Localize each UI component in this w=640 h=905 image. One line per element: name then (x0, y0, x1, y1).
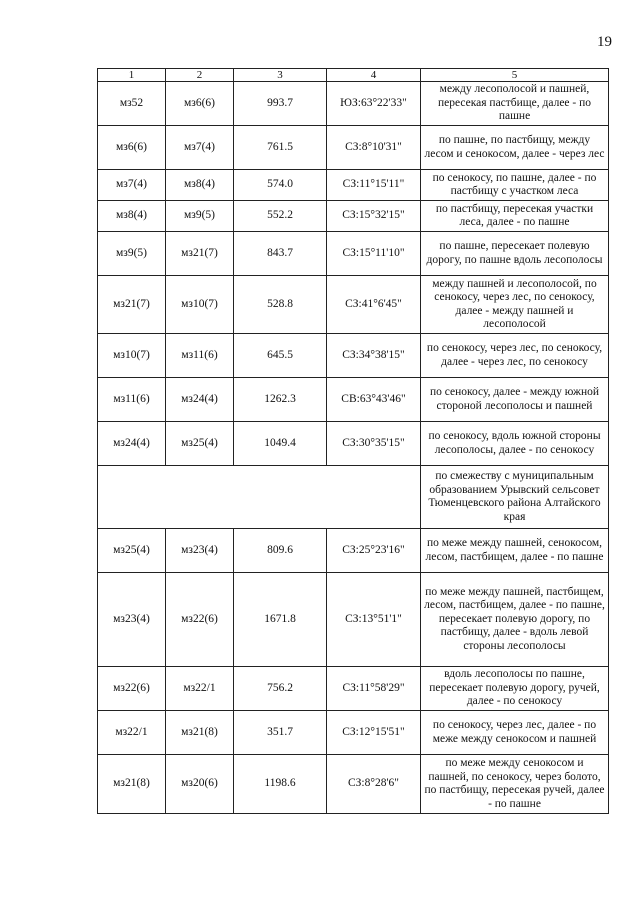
description-cell: по пашне, пересекает полевую дорогу, по пашне вдоль лесополосы (421, 232, 609, 276)
length-cell: 809.6 (234, 529, 327, 573)
bearing-cell: СЗ:13°51'1" (327, 573, 421, 667)
length-cell: 1262.3 (234, 378, 327, 422)
length-cell: 552.2 (234, 201, 327, 232)
table-row (98, 378, 609, 422)
description-cell: по меже между пашней, пастбищем, лесом, пастбищем, далее - по пашне, пересекает полевую дорогу, по пастбищу, далее - вдоль левой стороны лесополосы (421, 573, 609, 667)
point-from-cell: мз10(7) (98, 334, 166, 378)
point-to-cell: мз10(7) (166, 276, 234, 334)
point-to-cell: мз7(4) (166, 126, 234, 170)
point-from-cell: мз7(4) (98, 170, 166, 201)
table-row (98, 466, 609, 529)
length-cell: 645.5 (234, 334, 327, 378)
table-row (98, 573, 609, 667)
bearing-cell: СЗ:41°6'45" (327, 276, 421, 334)
description-cell: по сенокосу, далее - между южной стороной лесополосы и пашней (421, 378, 609, 422)
description-cell: между лесополосой и пашней, пересекая пастбище, далее - по пашне (421, 82, 609, 126)
point-to-cell: мз23(4) (166, 529, 234, 573)
length-cell: 843.7 (234, 232, 327, 276)
point-from-cell: мз21(7) (98, 276, 166, 334)
bearing-cell: СЗ:30°35'15" (327, 422, 421, 466)
bearing-cell: СЗ:12°15'51" (327, 711, 421, 755)
bearing-cell: СВ:63°43'46" (327, 378, 421, 422)
bearing-cell: СЗ:11°15'11" (327, 170, 421, 201)
point-to-cell: мз25(4) (166, 422, 234, 466)
point-to-cell: мз8(4) (166, 170, 234, 201)
bearing-cell: СЗ:25°23'16" (327, 529, 421, 573)
table-row (98, 82, 609, 126)
length-cell: 528.8 (234, 276, 327, 334)
point-from-cell: мз11(6) (98, 378, 166, 422)
table-row (98, 755, 609, 814)
description-cell: между пашней и лесополосой, по сенокосу, через лес, по сенокосу, далее - между пашней и лесополосой (421, 276, 609, 334)
bearing-cell: СЗ:15°11'10" (327, 232, 421, 276)
point-to-cell: мз21(8) (166, 711, 234, 755)
point-to-cell: мз9(5) (166, 201, 234, 232)
point-from-cell: мз24(4) (98, 422, 166, 466)
description-cell: по сенокосу, по пашне, далее - по пастбищу с участком леса (421, 170, 609, 201)
point-from-cell: мз22(6) (98, 667, 166, 711)
length-cell: 1049.4 (234, 422, 327, 466)
length-cell: 993.7 (234, 82, 327, 126)
description-cell: по сенокосу, вдоль южной стороны лесополосы, далее - по сенокосу (421, 422, 609, 466)
bearing-cell: СЗ:8°28'6" (327, 755, 421, 814)
point-to-cell: мз21(7) (166, 232, 234, 276)
table-row (98, 711, 609, 755)
column-header: 3 (234, 69, 327, 82)
length-cell: 351.7 (234, 711, 327, 755)
description-cell: вдоль лесополосы по пашне, пересекает полевую дорогу, ручей, далее - по сенокосу (421, 667, 609, 711)
description-cell: по меже между пашней, сенокосом, лесом, пастбищем, далее - по пашне (421, 529, 609, 573)
length-cell: 756.2 (234, 667, 327, 711)
table-row (98, 126, 609, 170)
point-from-cell: мз22/1 (98, 711, 166, 755)
bearing-cell: СЗ:34°38'15" (327, 334, 421, 378)
description-cell: по меже между сенокосом и пашней, по сенокосу, через болото, по пастбищу, пересекая ручей, далее - по пашне (421, 755, 609, 814)
length-cell: 574.0 (234, 170, 327, 201)
point-to-cell: мз6(6) (166, 82, 234, 126)
table-row (98, 667, 609, 711)
column-header: 5 (421, 69, 609, 82)
point-to-cell: мз22(6) (166, 573, 234, 667)
table-row (98, 334, 609, 378)
point-to-cell: мз24(4) (166, 378, 234, 422)
description-cell: по пастбищу, пересекая участки леса, далее - по пашне (421, 201, 609, 232)
point-from-cell: мз8(4) (98, 201, 166, 232)
table-header-row (98, 69, 609, 82)
bearing-cell: СЗ:8°10'31" (327, 126, 421, 170)
point-from-cell: мз52 (98, 82, 166, 126)
bearing-cell: СЗ:15°32'15" (327, 201, 421, 232)
description-cell: по сенокосу, через лес, далее - по меже между сенокосом и пашней (421, 711, 609, 755)
point-to-cell: мз20(6) (166, 755, 234, 814)
length-cell: 1198.6 (234, 755, 327, 814)
table-row (98, 170, 609, 201)
page-number: 19 (597, 34, 612, 50)
column-header: 1 (98, 69, 166, 82)
point-to-cell: мз22/1 (166, 667, 234, 711)
column-header: 2 (166, 69, 234, 82)
bearing-cell: ЮЗ:63°22'33" (327, 82, 421, 126)
column-header: 4 (327, 69, 421, 82)
table-row (98, 529, 609, 573)
table-row (98, 422, 609, 466)
length-cell: 1671.8 (234, 573, 327, 667)
point-from-cell: мз9(5) (98, 232, 166, 276)
table-row (98, 232, 609, 276)
table-row (98, 201, 609, 232)
length-cell: 761.5 (234, 126, 327, 170)
point-from-cell: мз23(4) (98, 573, 166, 667)
table-row (98, 276, 609, 334)
point-from-cell: мз25(4) (98, 529, 166, 573)
description-cell: по сенокосу, через лес, по сенокосу, далее - через лес, по сенокосу (421, 334, 609, 378)
bearing-cell: СЗ:11°58'29" (327, 667, 421, 711)
description-cell: по пашне, по пастбищу, между лесом и сенокосом, далее - через лес (421, 126, 609, 170)
point-to-cell: мз11(6) (166, 334, 234, 378)
point-from-cell: мз21(8) (98, 755, 166, 814)
merged-cell (98, 466, 421, 529)
description-cell: по смежеству с муниципальным образованием Урывский сельсовет Тюменцевского района Алтайского края (421, 466, 609, 529)
point-from-cell: мз6(6) (98, 126, 166, 170)
boundary-table (97, 68, 609, 814)
